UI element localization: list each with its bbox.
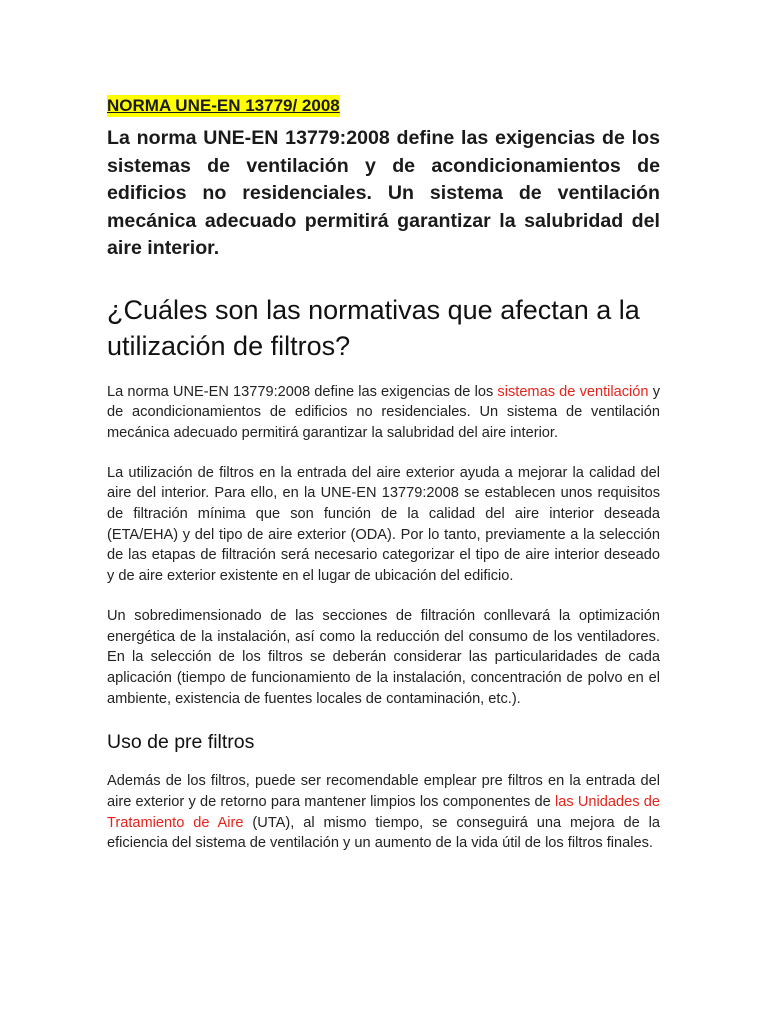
paragraph-4 [107, 771, 660, 854]
paragraph-4-text-a: Además de los filtros, puede ser recomendable emplear pre filtros en la entrada del aire exterior y de retorno para mantener limpios los componentes de [107, 773, 660, 811]
link-sistemas-de-ventilacion[interactable]: sistemas de ventilación [497, 383, 649, 400]
paragraph-1-text-b: y de acondicionamientos de edificios no residenciales. Un sistema de ventilación mecánica adecuado permitirá garantizar la salubridad del aire interior. [107, 383, 660, 441]
paragraph-2: La utilización de filtros en la entrada del aire exterior ayuda a mejorar la calidad del aire del interior. Para ello, en la UNE-EN 13779:2008 se establecen unos requisitos de filtración mínima que son función de la calidad del aire interior deseada (ETA/EHA) y del tipo de aire exterior (ODA). Por lo tanto, previamente a la selección de las etapas de filtración será necesario categorizar el tipo de aire interior deseado y de aire exterior existente en el lugar de ubicación del edificio. [107, 464, 660, 585]
paragraph-3: Un sobredimensionado de las secciones de filtración conllevará la optimización energética de la instalación, así como la reducción del consumo de los ventiladores. En la selección de los filtros se deberán considerar las particularidades de cada aplicación (tiempo de funcionamiento de la instalación, concentración de polvo en el ambiente, existencia de fuentes locales de contaminación, etc.). [107, 607, 660, 707]
intro-paragraph: La norma UNE-EN 13779:2008 define las exigencias de los sistemas de ventilación y de acondicionamientos de edificios no residenciales. Un sistema de ventilación mecánica adecuado permitirá garantizar la salubridad del aire interior. [107, 127, 660, 259]
section-heading: ¿Cuáles son las normativas que afectan a la utilización de filtros? [107, 294, 640, 361]
norma-title [107, 95, 660, 117]
paragraph-4-text-b: (UTA), al mismo tiempo, se conseguirá una mejora de la eficiencia del sistema de ventilación y un aumento de la vida útil de los filtros finales. [107, 814, 660, 852]
norma-title-text: NORMA UNE-EN 13779/ 2008 [107, 96, 340, 115]
paragraph-1-text-a: La norma UNE-EN 13779:2008 define las exigencias de los [107, 383, 498, 400]
document-page [107, 95, 660, 854]
paragraph-1 [107, 382, 660, 444]
link-unidades-tratamiento-aire[interactable]: las Unidades de Tratamiento de Aire [107, 794, 660, 831]
subheading-pre-filtros: Uso de pre filtros [107, 731, 255, 754]
